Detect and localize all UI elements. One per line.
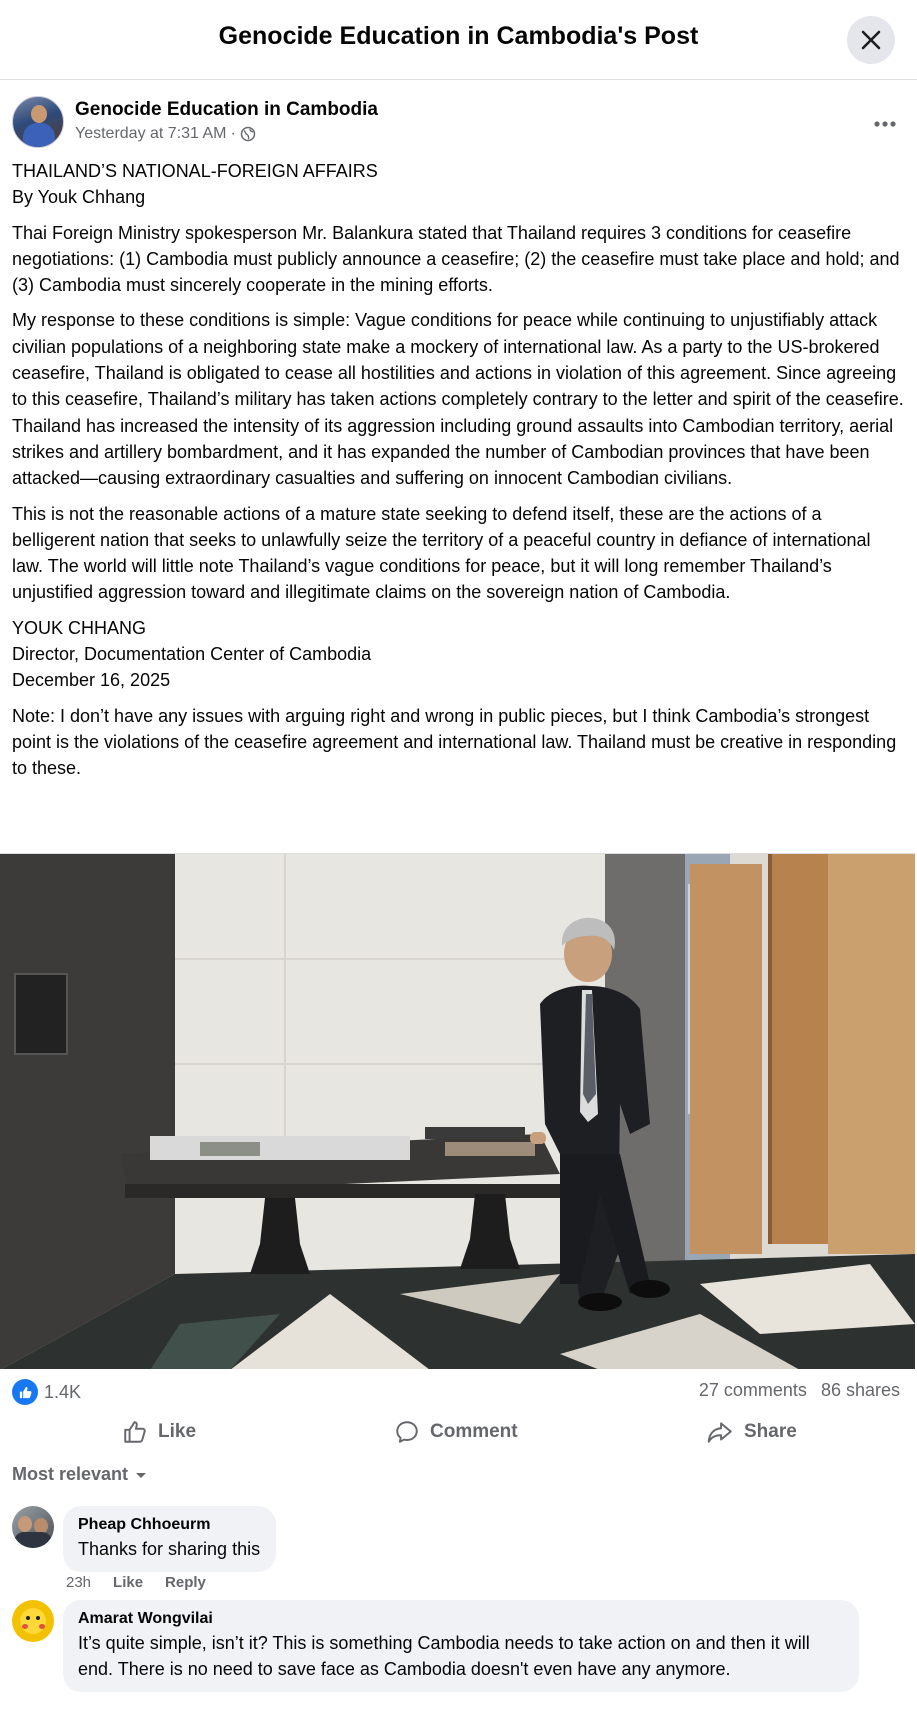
comment-reply-button[interactable]: Reply [165, 1574, 206, 1591]
post-photo[interactable] [0, 853, 915, 1369]
like-button[interactable] [122, 1412, 196, 1452]
comment-sort-dropdown[interactable] [12, 1464, 148, 1485]
share-arrow-icon [706, 1419, 734, 1445]
more-options-button[interactable] [867, 106, 903, 142]
globe-icon [240, 126, 256, 142]
dialog-title: Genocide Education in Cambodia's Post [218, 22, 699, 50]
post-body [12, 158, 905, 791]
share-button[interactable] [706, 1412, 797, 1452]
commenter-avatar[interactable] [12, 1600, 54, 1642]
more-dots-icon [874, 121, 896, 127]
post-meta [75, 125, 256, 143]
post-header [12, 96, 905, 150]
comment-like-button[interactable]: Like [113, 1574, 144, 1591]
comment-bubble-icon [394, 1419, 420, 1445]
comment-text: Thanks for sharing this [78, 1539, 261, 1559]
close-icon [860, 29, 882, 51]
commenter-name[interactable]: Pheap Chhoeurm [78, 1516, 211, 1533]
post-signature: YOUK CHHANG Director, Documentation Center of Cambodia December 16, 2025 [12, 617, 372, 691]
comment-time[interactable]: 23h [66, 1574, 92, 1591]
post-timestamp[interactable]: Yesterday at 7:31 AM [75, 125, 227, 142]
post-actions [12, 1412, 905, 1452]
comment-bubble [63, 1506, 276, 1572]
commenter-name[interactable]: Amarat Wongvilai [78, 1610, 213, 1627]
post-headline: THAILAND’S NATIONAL-FOREIGN AFFAIRS By Youk Chhang [12, 161, 378, 208]
comment-button[interactable] [394, 1412, 518, 1452]
sort-label: Most relevant [12, 1464, 129, 1484]
meta-separator: · [230, 125, 236, 142]
post-paragraph: My response to these conditions is simple: Vague conditions for peace while continuing to unjustifiably attack civilian populations of a neighboring state make a mockery of international law. As a party to the US-brokered ceasefire, Thailand is obligated to cease all hostilities and actions in violation of this agreement. Since agreeing to this ceasefire, Thailand’s military has taken actions completely contrary to the letter and spirit of the ceasefire. Thailand has increased the intensity of its aggression including ground assaults into Cambodian territory, aerial strikes and artillery bombardment, and it has expanded the number of Cambodian provinces that have been attacked—causing extraordinary casualties and suffering on innocent Cambodian civilians. [12, 310, 904, 489]
post-paragraph [12, 158, 905, 211]
comment-label: Comment [430, 1421, 518, 1442]
comments-count-link[interactable]: 27 comments [698, 1380, 807, 1400]
post-paragraph: This is not the reasonable actions of a mature state seeking to defend itself, these are the actions of a belligerent nation that seeks to unlawfully seize the territory of a peaceful country in defiance of international law. The world will little note Thailand’s vague conditions for peace, but it will long remember Thailand’s unjustified aggression toward and illegitimate claims on the sovereign nation of Cambodia. [12, 503, 871, 603]
commenter-avatar[interactable] [12, 1506, 54, 1548]
photo-illustration [0, 854, 915, 1369]
reaction-count: 1.4K [44, 1381, 82, 1402]
page-avatar[interactable] [12, 96, 64, 148]
comment-text: It’s quite simple, isn’t it? This is something Cambodia needs to take action on and then it will end. There is no need to save face as Cambodia doesn't even have any anymore. [78, 1633, 810, 1679]
reaction-summary[interactable] [12, 1377, 81, 1407]
dialog-header [0, 0, 917, 80]
post-paragraph: Note: I don’t have any issues with arguing right and wrong in public pieces, but I think Cambodia’s strongest point is the violations of the ceasefire agreement and international law. Thailand must be creative in responding to these. [12, 705, 897, 779]
like-reaction-icon [12, 1379, 38, 1405]
close-button[interactable] [847, 16, 895, 64]
caret-down-icon [134, 1468, 148, 1482]
post-paragraph: Thai Foreign Ministry spokesperson Mr. Balankura stated that Thailand requires 3 conditions for ceasefire negotiations: (1) Cambodia must publicly announce a ceasefire; (2) the ceasefire must take place and hold; and (3) Cambodia must sincerely cooperate in the mining efforts. [12, 222, 900, 296]
shares-count-link[interactable]: 86 shares [820, 1380, 900, 1400]
like-label: Like [158, 1421, 197, 1442]
comment-bubble [63, 1600, 859, 1692]
share-label: Share [744, 1421, 797, 1442]
comment-actions [66, 1574, 206, 1591]
page-name-link[interactable]: Genocide Education in Cambodia [75, 99, 378, 120]
engagement-counts [699, 1380, 900, 1401]
thumbs-up-icon [122, 1419, 148, 1445]
